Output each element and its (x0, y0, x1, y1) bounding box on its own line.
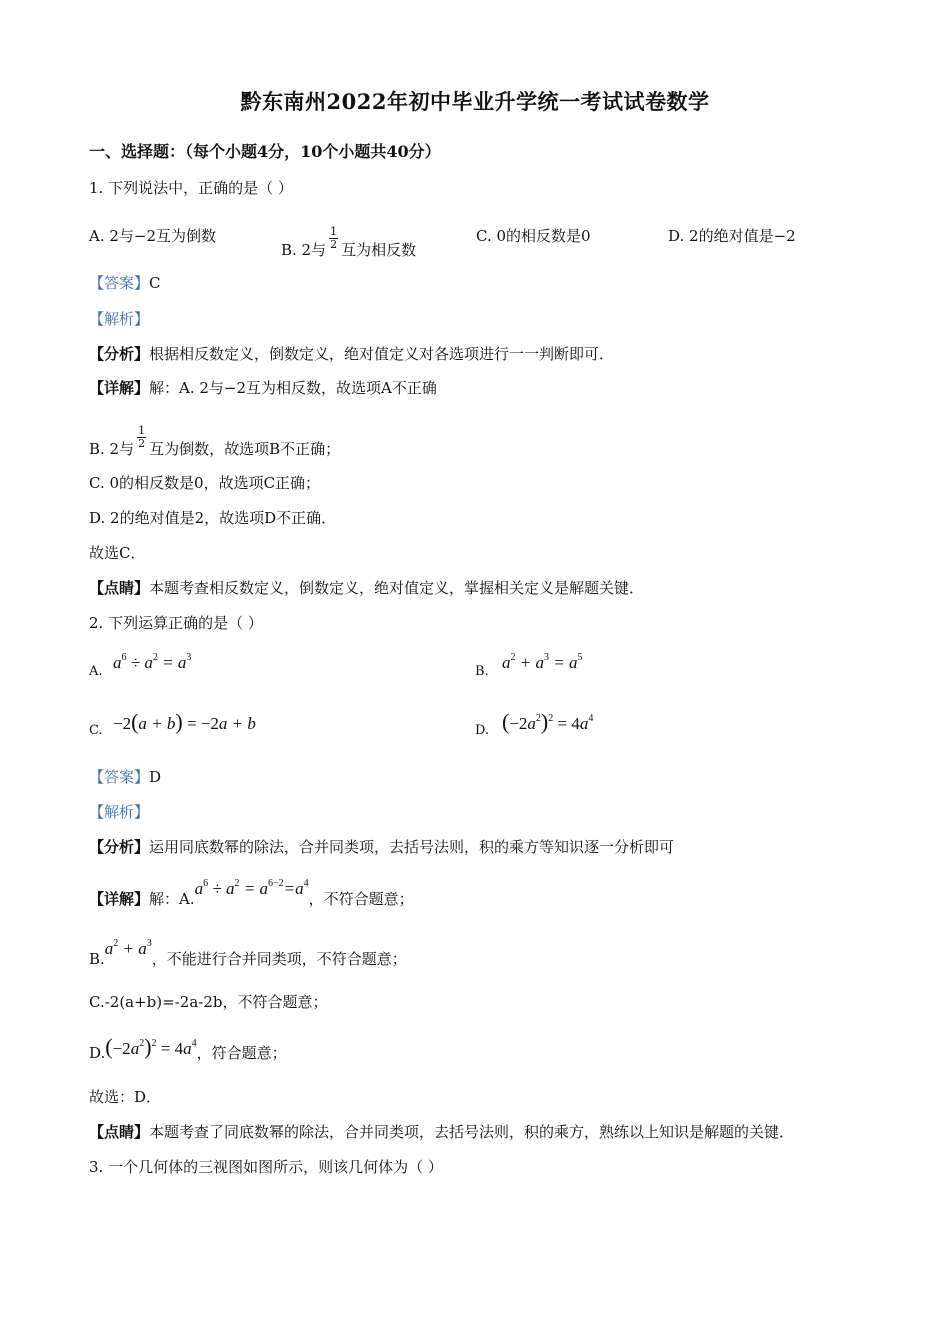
q2-option-d-formula: $(-2a^2)^2 = 4a^4$ (502, 709, 594, 734)
q1-detail-d: D. 2的绝对值是2，故选项D不正确． (89, 509, 337, 527)
fenxi-text: 运用同底数幂的除法，合并同类项，去括号法则，积的乘方等知识逐一分析即可 (149, 838, 675, 856)
section-heading: 一、选择题：（每个小题4分，10个小题共40分） (89, 142, 441, 161)
fenxi-tag: 【分析】 (89, 345, 150, 363)
detail-d-pre: D. (89, 1044, 106, 1062)
detail-b-post: ，不能进行合并同类项，不符合题意； (151, 950, 407, 968)
q2-detail-d (89, 1034, 287, 1063)
detail-text: 解：A. 2与−2互为相反数，故选项A不正确 (149, 379, 437, 397)
q1-option-a: A. 2与−2互为倒数 (89, 227, 217, 245)
fenxi-text: 根据相反数定义，倒数定义，绝对值定义对各选项进行一一判断即可． (149, 345, 615, 363)
detail-a-post: ，不符合题意； (308, 890, 414, 908)
answer-tag: 【答案】 (89, 768, 150, 786)
detail-b-fraction (137, 425, 146, 450)
q1-dianjing (89, 578, 644, 598)
q2-option-b-label: B. (475, 664, 489, 679)
fraction-numerator: 1 (138, 424, 146, 437)
page-title: 黔东南州2022年初中毕业升学统一考试试卷数学 (240, 89, 710, 114)
xiangjie-tag: 【详解】 (89, 379, 150, 397)
q1-answer (89, 273, 161, 293)
q2-option-d-label: D. (475, 723, 490, 738)
q1-detail-a (89, 378, 437, 398)
q1-fenxi (89, 344, 614, 364)
detail-b-pre: B. 2与 (89, 440, 135, 458)
q1-option-b-post: 互为相反数 (341, 241, 417, 259)
q2-option-b-formula: $a^2 + a^3 = a^5$ (502, 652, 583, 672)
dianjing-tag: 【点睛】 (89, 1123, 150, 1141)
q2-fenxi (89, 837, 674, 857)
detail-b-formula: $a^2 + a^3$ (104, 938, 152, 958)
q2-detail-a (89, 878, 414, 909)
fraction-denominator: 2 (330, 238, 338, 251)
detail-d-formula: $(-2a^2)^2 = 4a^4$ (105, 1034, 197, 1059)
q1-detail-c: C. 0的相反数是0，故选项C正确； (89, 474, 321, 492)
q2-option-a-formula: $a^6 \div a^2 = a^3$ (113, 652, 192, 672)
dianjing-text: 本题考查了同底数幂的除法，合并同类项，去括号法则，积的乘方，熟练以上知识是解题的关键． (149, 1123, 795, 1141)
q1-option-b-pre: B. 2与 (281, 241, 327, 259)
q2-detail-b (89, 938, 407, 969)
fenxi-tag: 【分析】 (89, 838, 150, 856)
q1-option-c: C. 0的相反数是0 (476, 227, 591, 245)
xiangjie-tag: 【详解】 (89, 890, 150, 908)
q2-answer (89, 767, 161, 787)
q1-option-b (281, 226, 416, 260)
q2-detail-c: C.-2(a+b)=-2a-2b，不符合题意； (89, 993, 328, 1011)
q1-option-d: D. 2的绝对值是−2 (668, 227, 796, 245)
q2-option-c-formula: −2(a + b) = −2a + b (113, 709, 256, 734)
q1-option-b-fraction (329, 226, 338, 251)
detail-a-pre: 解：A. (149, 890, 195, 908)
detail-d-post: ，符合题意； (196, 1044, 287, 1062)
q2-option-a-label: A. (89, 664, 103, 679)
dianjing-text: 本题考查相反数定义，倒数定义，绝对值定义，掌握相关定义是解题关键． (149, 579, 645, 597)
q1-detail-b (89, 425, 340, 459)
detail-b-pre: B. (89, 950, 105, 968)
q1-analysis-tag: 【解析】 (89, 310, 150, 328)
q2-conclusion: 故选：D． (89, 1088, 162, 1106)
detail-a-formula: $a^6 \div a^2 = a^{6-2}=a^4$ (194, 878, 309, 898)
answer-value: D (149, 768, 162, 786)
answer-value: C (149, 274, 161, 292)
answer-tag: 【答案】 (89, 274, 150, 292)
q1-stem: 1. 下列说法中，正确的是（ ） (89, 179, 293, 197)
q2-dianjing (89, 1122, 794, 1142)
detail-b-post: 互为倒数，故选项B不正确； (149, 440, 341, 458)
q2-stem: 2. 下列运算正确的是（ ） (89, 614, 263, 632)
q1-conclusion: 故选C． (89, 544, 146, 562)
q2-option-c-label: C. (89, 723, 103, 738)
q3-stem: 3. 一个几何体的三视图如图所示，则该几何体为（ ） (89, 1158, 443, 1176)
q2-analysis-tag: 【解析】 (89, 803, 150, 821)
fraction-denominator: 2 (138, 437, 146, 450)
dianjing-tag: 【点睛】 (89, 579, 150, 597)
fraction-numerator: 1 (330, 225, 338, 238)
